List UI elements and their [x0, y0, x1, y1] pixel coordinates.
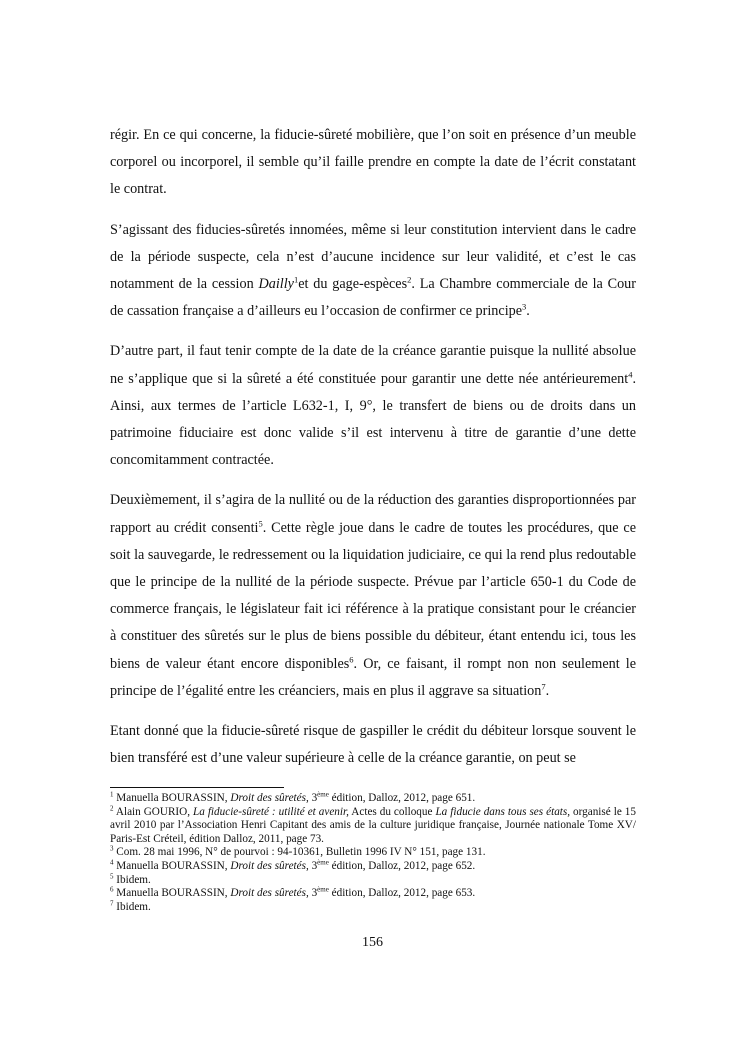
footnote-separator	[110, 787, 284, 788]
footnote-2: $^2$ Alain GOURIO, La fiducie-sûreté : utilité et avenir, Actes du colloque La fiducie dans tous ses états, organisé le 15 avril 2010 par l’Association Henri Capitant des amis de la culture juridique française, Journée nationale Tome XV/ Paris-Est Créteil, édition Dalloz, 2011, page 73.	[110, 803, 636, 845]
footnote-1: $^1$ Manuella BOURASSIN, Droit des sûretés, 3ème édition, Dalloz, 2012, page 651.	[110, 790, 476, 804]
footnote-ref-6[interactable]: 6	[349, 653, 354, 664]
footnote-3: $^3$ Com. 28 mai 1996, N° de pourvoi : 94-10361, Bulletin 1996 IV N° 151, page 131.	[110, 844, 486, 859]
paragraph-2: S’agissant des fiducies-sûretés innomées, même si leur constitution intervient dans le cadre de la période suspecte, cela n’est d’aucune incidence sur leur validité, et c’est le cas notamment de la cession Dailly$^1$et du gage-espèces$^2$. La Chambre commerciale de la Cour de cassation française a d’ailleurs eu l’occasion de confirmer ce principe$^3$.	[110, 221, 636, 320]
body-text	[110, 122, 636, 785]
footnote-ref-1[interactable]: 1	[293, 274, 299, 285]
page-number: 156	[362, 935, 383, 950]
footnote-ref-3[interactable]: 3	[522, 301, 527, 312]
footnote-4: $^4$ Manuella BOURASSIN, Droit des sûretés, 3ème édition, Dalloz, 2012, page 652.	[110, 858, 476, 872]
footnote-6: $^6$ Manuella BOURASSIN, Droit des sûretés, 3ème édition, Dalloz, 2012, page 653.	[110, 885, 476, 900]
footnote-ref-5[interactable]: 5	[258, 517, 263, 528]
footnotes	[110, 792, 636, 914]
footnote-ref-2[interactable]: 2	[407, 274, 412, 285]
footnote-ref-4[interactable]: 4	[628, 368, 633, 379]
footnote-5: $^5$ Ibidem.	[110, 871, 151, 886]
dailly-term: Dailly	[258, 276, 294, 293]
paragraph-4: Deuxièmement, il s’agira de la nullité ou de la réduction des garanties disproportionnées par rapport au crédit consenti$^5$. Cette règle joue dans le cadre de toutes les procédures, que ce soit la sauvegarde, le redressement ou la liquidation judiciaire, ce qui la rend plus redoutable que le principe de la nullité de la période suspecte. Prévue par l’article 650-1 du Code de commerce français, le législateur fait ici référence à la pratique consistant pour le créancier à constituer des sûretés sur le plus de biens possible du débiteur, étant entendu ici, tous les biens de valeur étant encore disponibles$^6$. Or, ce faisant, il rompt non non seulement le principe de l’égalité entre les créanciers, mais en plus il aggrave sa situation$^7$.	[110, 492, 637, 699]
footnote-ref-7[interactable]: 7	[541, 681, 546, 692]
paragraph-1: régir. En ce qui concerne, la fiducie-sûreté mobilière, que l’on soit en présence d’un meuble corporel ou incorporel, il semble qu’il faille prendre en compte la date de l’écrit constatant le contrat.	[110, 127, 636, 198]
paragraph-3: D’autre part, il faut tenir compte de la date de la créance garantie puisque la nullité absolue ne s’applique que si la sûreté a été constituée pour garantir une dette née antérieurement$^4$. Ainsi, aux termes de l’article L632-1, I, 9°, le transfert de biens ou de droits dans un patrimoine fiduciaire est donc valide s’il est intervenu à titre de garantie d’une dette concomitamment contractée.	[110, 343, 636, 469]
footnote-7: $^7$ Ibidem.	[110, 899, 151, 913]
paragraph-5: Etant donné que la fiducie-sûreté risque de gaspiller le crédit du débiteur lorsque souvent le bien transféré est d’une valeur supérieure à celle de la créance garantie, on peut se	[110, 723, 636, 767]
